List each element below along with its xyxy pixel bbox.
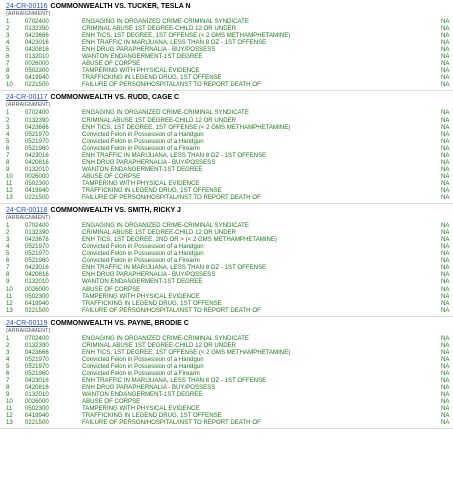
charge-list (0, 222, 453, 314)
charge-number: 5 (6, 362, 10, 370)
charge-code: 0132390 (25, 116, 49, 124)
case-divider (0, 316, 453, 317)
charge-row (0, 166, 453, 173)
charge-code: 0221500 (25, 81, 49, 89)
charge-description: CRIMINAL ABUSE 1ST DEGREE-CHILD 12 OR UNDER (82, 229, 237, 237)
case-title: COMMONWEALTH VS. PAYNE, BRODIE C (50, 319, 189, 327)
charge-row (0, 370, 453, 377)
charge-number: 11 (6, 292, 13, 300)
charge-list (0, 335, 453, 427)
charge-description: TRAFFICKING IN LEGEND DRUG, 1ST OFFENSE (82, 299, 222, 307)
charge-code: 0419940 (25, 299, 49, 307)
charge-number: 13 (6, 306, 13, 314)
charge-row (0, 173, 453, 180)
charge-code: 0221500 (25, 194, 49, 202)
charge-description: ENH TRAFFIC IN MARIJUANA, LESS THAN 8 OZ - 1ST OFFENSE (82, 151, 267, 159)
case-number-link[interactable]: 24-CR-00118 (6, 207, 48, 215)
charge-status: NA (441, 123, 450, 131)
charge-status: NA (441, 250, 450, 258)
charge-status: NA (441, 369, 450, 377)
charge-number: 6 (6, 144, 10, 152)
charge-status: NA (441, 165, 450, 173)
charge-status: NA (441, 25, 450, 33)
charge-number: 6 (6, 369, 10, 377)
charge-description: TAMPERING WITH PHYSICAL EVIDENCE (82, 67, 200, 75)
charge-code: 0132390 (25, 229, 49, 237)
charge-code: 0502300 (25, 179, 49, 187)
charge-row (0, 264, 453, 271)
charge-code: 0521960 (25, 369, 49, 377)
charge-status: NA (441, 60, 450, 68)
charge-status: NA (441, 46, 450, 54)
charge-code: 0420816 (25, 384, 49, 392)
charge-number: 4 (6, 243, 10, 251)
charge-status: NA (441, 362, 450, 370)
charge-status: NA (441, 109, 450, 117)
charge-list (0, 18, 453, 88)
charge-number: 11 (6, 405, 13, 413)
charge-code: 0521960 (25, 144, 49, 152)
charge-description: Convicted Felon in Possession of a Handgun (82, 137, 204, 145)
charge-description: ENGAGING IN ORGANIZED CRIME-CRIMINAL SYNDICATE (82, 222, 249, 230)
charge-number: 4 (6, 130, 10, 138)
charge-row (0, 32, 453, 39)
charge-row (0, 25, 453, 32)
hearing-type-label: (ARRAIGNMENT) (6, 102, 51, 109)
charge-status: NA (441, 334, 450, 342)
charge-description: Convicted Felon in Possession of a Handgun (82, 250, 204, 258)
charge-row (0, 74, 453, 81)
charge-status: NA (441, 384, 450, 392)
charge-description: TRAFFICKING IN LEGEND DRUG, 1ST OFFENSE (82, 186, 222, 194)
charge-status: NA (441, 271, 450, 279)
charge-status: NA (441, 144, 450, 152)
charge-row (0, 53, 453, 60)
charge-code: 0026000 (25, 172, 49, 180)
charge-description: ENH DRUG PARAPHERNALIA - BUY/POSSESS (82, 384, 216, 392)
charge-description: ENGAGING IN ORGANIZED CRIME-CRIMINAL SYNDICATE (82, 109, 249, 117)
charge-description: ENH DRUG PARAPHERNALIA - BUY/POSSESS (82, 46, 216, 54)
charge-code: 0521970 (25, 243, 49, 251)
charge-code: 0420816 (25, 271, 49, 279)
charge-row (0, 187, 453, 194)
charge-number: 8 (6, 384, 10, 392)
charge-row (0, 342, 453, 349)
charge-row (0, 145, 453, 152)
charge-number: 12 (6, 299, 13, 307)
charge-description: FAILURE OF PERSON/HOSPITAL/INST TO REPORT DEATH OF (82, 81, 261, 89)
charge-status: NA (441, 32, 450, 40)
case-divider (0, 90, 453, 91)
charge-description: TAMPERING WITH PHYSICAL EVIDENCE (82, 405, 200, 413)
charge-description: WANTON ENDANGERMENT-1ST DEGREE (82, 165, 203, 173)
charge-number: 10 (6, 398, 13, 406)
charge-row (0, 39, 453, 46)
charge-status: NA (441, 348, 450, 356)
charge-code: 0423666 (25, 123, 49, 131)
case-block (0, 2, 453, 91)
charge-row (0, 152, 453, 159)
charge-description: ENGAGING IN ORGANIZED CRIME-CRIMINAL SYNDICATE (82, 334, 249, 342)
charge-status: NA (441, 116, 450, 124)
charge-description: WANTON ENDANGERMENT-1ST DEGREE (82, 53, 203, 61)
charge-list (0, 109, 453, 201)
charge-description: Convicted Felon in Possession of a Handgun (82, 355, 204, 363)
charge-code: 0702400 (25, 222, 49, 230)
charge-description: ENH TICS, 1ST DEGREE, 2ND OR > (< 2 GMS METHAMPHETAMINE) (82, 236, 278, 244)
charge-row (0, 293, 453, 300)
charge-description: ABUSE OF CORPSE (82, 398, 141, 406)
charge-code: 0420816 (25, 46, 49, 54)
charge-status: NA (441, 39, 450, 47)
charge-number: 9 (6, 278, 10, 286)
charge-row (0, 377, 453, 384)
charge-number: 1 (6, 222, 10, 230)
charge-number: 10 (6, 172, 13, 180)
charge-number: 12 (6, 412, 13, 420)
charge-row (0, 384, 453, 391)
charge-row (0, 419, 453, 426)
charge-code: 0132010 (25, 53, 49, 61)
charge-code: 0521970 (25, 130, 49, 138)
charge-number: 2 (6, 116, 10, 124)
charge-description: Convicted Felon in Possession of a Handgun (82, 362, 204, 370)
charge-row (0, 229, 453, 236)
charge-description: ENGAGING IN ORGANIZED CRIME-CRIMINAL SYNDICATE (82, 18, 249, 25)
charge-description: CRIMINAL ABUSE 1ST DEGREE-CHILD 12 OR UNDER (82, 116, 237, 124)
charge-status: NA (441, 172, 450, 180)
charge-number: 13 (6, 194, 13, 202)
charge-number: 3 (6, 236, 10, 244)
charge-number: 13 (6, 419, 13, 427)
charge-row (0, 412, 453, 419)
charge-description: WANTON ENDANGERMENT-1ST DEGREE (82, 278, 203, 286)
charge-number: 2 (6, 341, 10, 349)
case-block (0, 319, 453, 430)
charge-row (0, 180, 453, 187)
charge-status: NA (441, 405, 450, 413)
charge-number: 9 (6, 391, 10, 399)
charge-status: NA (441, 151, 450, 159)
charge-row (0, 243, 453, 250)
charge-status: NA (441, 391, 450, 399)
charge-code: 0521970 (25, 355, 49, 363)
charge-code: 0423016 (25, 376, 49, 384)
case-number-link[interactable]: 24-CR-00116 (6, 3, 48, 10)
charge-code: 0423016 (25, 39, 49, 47)
charge-status: NA (441, 179, 450, 187)
charge-row (0, 18, 453, 25)
charge-description: ENH TRAFFIC IN MARIJUANA, LESS THAN 8 OZ - 1ST OFFENSE (82, 264, 267, 272)
charge-number: 6 (6, 53, 10, 61)
charge-row (0, 117, 453, 124)
charge-status: NA (441, 285, 450, 293)
case-header (0, 93, 453, 102)
charge-code: 0419940 (25, 412, 49, 420)
charge-status: NA (441, 53, 450, 61)
charge-number: 9 (6, 165, 10, 173)
charge-code: 0521970 (25, 250, 49, 258)
charge-number: 8 (6, 158, 10, 166)
charge-row (0, 138, 453, 145)
charge-code: 0502300 (25, 405, 49, 413)
charge-status: NA (441, 81, 450, 89)
charge-row (0, 349, 453, 356)
charge-row (0, 124, 453, 131)
charge-number: 7 (6, 264, 10, 272)
charge-number: 2 (6, 25, 10, 33)
charge-code: 0702400 (25, 109, 49, 117)
charge-number: 4 (6, 355, 10, 363)
charge-number: 3 (6, 123, 10, 131)
charge-number: 10 (6, 285, 13, 293)
charge-number: 5 (6, 46, 10, 54)
case-title: COMMONWEALTH VS. TUCKER, TESLA N (50, 3, 191, 10)
charge-row (0, 391, 453, 398)
charge-code: 0221500 (25, 306, 49, 314)
charge-row (0, 278, 453, 285)
charge-description: Convicted Felon in Possession of a Firearm (82, 369, 200, 377)
charge-number: 4 (6, 39, 10, 47)
charge-description: ENH TRAFFIC IN MARIJUANA, LESS THAN 8 OZ - 1ST OFFENSE (82, 39, 267, 47)
charge-number: 7 (6, 60, 10, 68)
charge-row (0, 236, 453, 243)
charge-code: 0423016 (25, 264, 49, 272)
charge-code: 0419940 (25, 74, 49, 82)
charge-row (0, 271, 453, 278)
charge-number: 9 (6, 74, 10, 82)
case-block (0, 206, 453, 317)
case-block (0, 93, 453, 204)
case-title: COMMONWEALTH VS. SMITH, RICKY J (50, 207, 181, 215)
charge-number: 3 (6, 348, 10, 356)
charge-row (0, 307, 453, 314)
charge-status: NA (441, 398, 450, 406)
charge-description: TAMPERING WITH PHYSICAL EVIDENCE (82, 292, 200, 300)
charge-description: TRAFFICKING IN LEGEND DRUG, 1ST OFFENSE (82, 412, 222, 420)
charge-row (0, 159, 453, 166)
charge-number: 11 (6, 179, 13, 187)
charge-status: NA (441, 137, 450, 145)
charge-row (0, 286, 453, 293)
charge-status: NA (441, 292, 450, 300)
charge-description: Convicted Felon in Possession of a Handgun (82, 130, 204, 138)
charge-row (0, 131, 453, 138)
charge-number: 10 (6, 81, 13, 89)
charge-number: 1 (6, 18, 10, 25)
charge-description: FAILURE OF PERSON/HOSPITAL/INST TO REPORT DEATH OF (82, 419, 261, 427)
charge-status: NA (441, 419, 450, 427)
charge-status: NA (441, 243, 450, 251)
charge-code: 0026000 (25, 60, 49, 68)
charge-row (0, 363, 453, 370)
charge-code: 0423666 (25, 32, 49, 40)
charge-code: 0419940 (25, 186, 49, 194)
charge-description: ENH TICS, 1ST DEGREE, 1ST OFFENSE (< 2 GMS METHAMPHETAMINE) (82, 348, 291, 356)
hearing-type-label: (ARRAIGNMENT) (6, 327, 51, 334)
charge-number: 8 (6, 67, 10, 75)
charge-row (0, 67, 453, 74)
charge-description: ABUSE OF CORPSE (82, 172, 141, 180)
charge-description: ENH DRUG PARAPHERNALIA - BUY/POSSESS (82, 158, 216, 166)
charge-description: ABUSE OF CORPSE (82, 60, 141, 68)
charge-description: Convicted Felon in Possession of a Firearm (82, 257, 200, 265)
charge-row (0, 257, 453, 264)
charge-code: 0521970 (25, 137, 49, 145)
charge-row (0, 335, 453, 342)
charge-description: ENH DRUG PARAPHERNALIA - BUY/POSSESS (82, 271, 216, 279)
docket-list (0, 2, 453, 429)
charge-status: NA (441, 355, 450, 363)
charge-status: NA (441, 341, 450, 349)
charge-description: FAILURE OF PERSON/HOSPITAL/INST TO REPORT DEATH OF (82, 194, 261, 202)
charge-row (0, 398, 453, 405)
charge-number: 5 (6, 137, 10, 145)
charge-code: 0423666 (25, 348, 49, 356)
charge-description: ABUSE OF CORPSE (82, 285, 141, 293)
charge-status: NA (441, 186, 450, 194)
charge-status: NA (441, 264, 450, 272)
case-header (0, 2, 453, 11)
charge-number: 12 (6, 186, 13, 194)
charge-status: NA (441, 74, 450, 82)
charge-code: 0502300 (25, 67, 49, 75)
charge-number: 1 (6, 109, 10, 117)
charge-code: 0502300 (25, 292, 49, 300)
charge-number: 5 (6, 250, 10, 258)
charge-code: 0521970 (25, 362, 49, 370)
charge-row (0, 81, 453, 88)
charge-number: 7 (6, 151, 10, 159)
hearing-type-label: (ARRAIGNMENT) (6, 215, 51, 222)
case-title: COMMONWEALTH VS. RUDD, CAGE C (50, 94, 180, 102)
charge-code: 0132010 (25, 391, 49, 399)
charge-code: 0132010 (25, 165, 49, 173)
charge-status: NA (441, 130, 450, 138)
charge-status: NA (441, 257, 450, 265)
charge-number: 3 (6, 32, 10, 40)
charge-code: 0132010 (25, 278, 49, 286)
charge-row (0, 46, 453, 53)
charge-code: 0420816 (25, 158, 49, 166)
case-header (0, 319, 453, 328)
charge-row (0, 405, 453, 412)
charge-status: NA (441, 194, 450, 202)
case-header (0, 206, 453, 215)
charge-description: TAMPERING WITH PHYSICAL EVIDENCE (82, 179, 200, 187)
charge-row (0, 250, 453, 257)
charge-description: Convicted Felon in Possession of a Firearm (82, 144, 200, 152)
charge-row (0, 356, 453, 363)
charge-code: 0702400 (25, 334, 49, 342)
charge-status: NA (441, 158, 450, 166)
charge-number: 1 (6, 334, 10, 342)
charge-status: NA (441, 18, 450, 25)
charge-code: 0423676 (25, 236, 49, 244)
case-divider (0, 203, 453, 204)
charge-row (0, 222, 453, 229)
charge-description: WANTON ENDANGERMENT-1ST DEGREE (82, 391, 203, 399)
hearing-type-label: (ARRAIGNMENT) (6, 11, 51, 17)
charge-code: 0026000 (25, 285, 49, 293)
charge-number: 7 (6, 376, 10, 384)
charge-description: TRAFFICKING IN LEGEND DRUG, 1ST OFFENSE (82, 74, 222, 82)
charge-status: NA (441, 412, 450, 420)
charge-status: NA (441, 306, 450, 314)
charge-description: ENH TICS, 1ST DEGREE, 1ST OFFENSE (< 2 GMS METHAMPHETAMINE) (82, 123, 291, 131)
charge-description: FAILURE OF PERSON/HOSPITAL/INST TO REPORT DEATH OF (82, 306, 261, 314)
charge-code: 0702400 (25, 18, 49, 25)
charge-code: 0221500 (25, 419, 49, 427)
case-number-link[interactable]: 24-CR-00119 (6, 319, 48, 327)
charge-description: CRIMINAL ABUSE 1ST DEGREE-CHILD 12 OR UNDER (82, 341, 237, 349)
charge-description: ENH TICS, 1ST DEGREE, 1ST OFFENSE (< 2 GMS METHAMPHETAMINE) (82, 32, 291, 40)
charge-code: 0521960 (25, 257, 49, 265)
charge-status: NA (441, 67, 450, 75)
charge-row (0, 300, 453, 307)
charge-code: 0132390 (25, 25, 49, 33)
charge-number: 2 (6, 229, 10, 237)
case-divider (0, 428, 453, 429)
charge-row (0, 109, 453, 116)
charge-status: NA (441, 229, 450, 237)
charge-number: 6 (6, 257, 10, 265)
charge-status: NA (441, 376, 450, 384)
charge-code: 0132390 (25, 341, 49, 349)
charge-code: 0423016 (25, 151, 49, 159)
charge-number: 8 (6, 271, 10, 279)
charge-row (0, 194, 453, 201)
charge-description: ENH TRAFFIC IN MARIJUANA, LESS THAN 8 OZ - 1ST OFFENSE (82, 376, 267, 384)
charge-row (0, 60, 453, 67)
charge-status: NA (441, 299, 450, 307)
case-number-link[interactable]: 24-CR-00117 (6, 94, 48, 102)
charge-status: NA (441, 222, 450, 230)
charge-description: Convicted Felon in Possession of a Handgun (82, 243, 204, 251)
charge-status: NA (441, 278, 450, 286)
charge-status: NA (441, 236, 450, 244)
charge-description: CRIMINAL ABUSE 1ST DEGREE-CHILD 12 OR UNDER (82, 25, 237, 33)
charge-code: 0026000 (25, 398, 49, 406)
